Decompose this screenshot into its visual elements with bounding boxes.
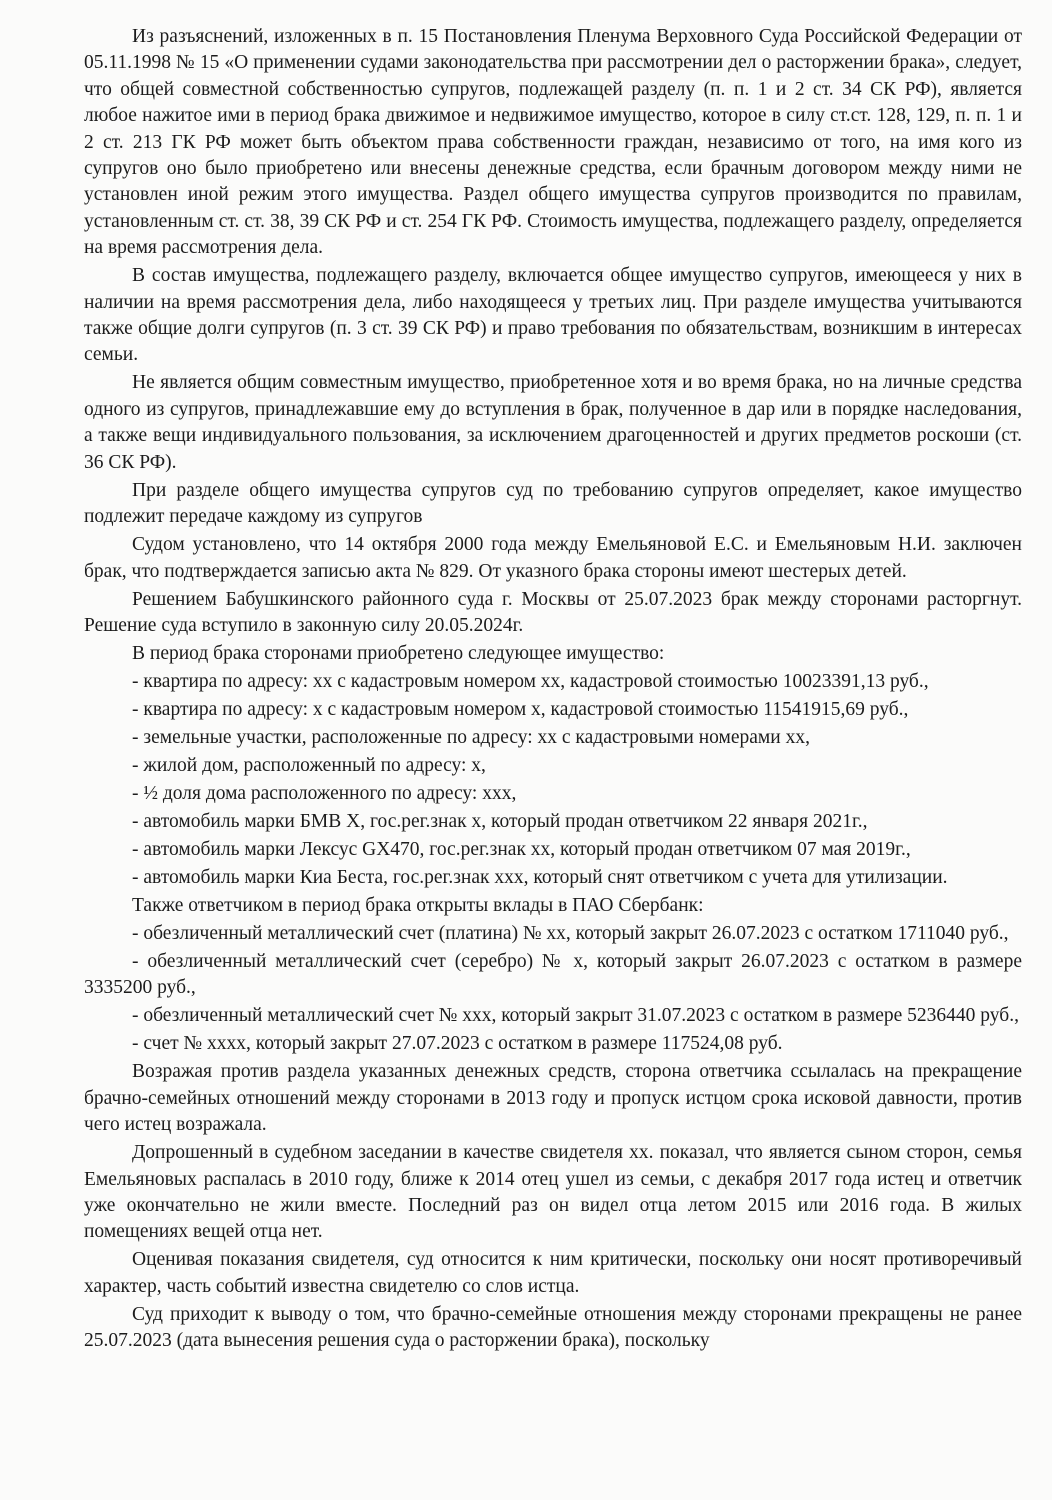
paragraph-defendant-objection: Возражая против раздела указанных денежных средств, сторона ответчика ссылалась на прекращение брачно-семейных отношений между сторонами в 2013 году и пропуск истцом срока исковой давности, против чего истец возражала. bbox=[84, 1061, 1022, 1136]
paragraph-marriage-established: Судом установлено, что 14 октября 2000 года между Емельяновой Е.С. и Емельяновым Н.И. заключен брак, что подтверждается записью акта № 829. От указного брака стороны имеют шестерых детей. bbox=[84, 534, 1022, 582]
list-item: - обезличенный металлический счет (серебро) № х, который закрыт 26.07.2023 с остатком в размере 3335200 руб., bbox=[84, 950, 1022, 999]
paragraph-court-determines: При разделе общего имущества супругов суд по требованию супругов определяет, какое имущество подлежит передаче каждому из супругов bbox=[84, 479, 1022, 528]
paragraph-divorce-decision: Решением Бабушкинского районного суда г. Москвы от 25.07.2023 брак между сторонами расторгнут. Решение суда вступило в законную силу 20.05.2024г. bbox=[84, 588, 1022, 636]
list-item: - автомобиль марки Киа Беста, гос.рег.знак ххх, который снят ответчиком с учета для утилизации. bbox=[132, 866, 948, 888]
list-item: - обезличенный металлический счет (платина) № хх, который закрыт 26.07.2023 с остатком 1711040 руб., bbox=[132, 922, 1009, 944]
property-list bbox=[84, 669, 1022, 891]
list-item: - земельные участки, расположенные по адресу: хх с кадастровыми номерами хх, bbox=[132, 726, 810, 748]
list-item: - счет № хххх, который закрыт 27.07.2023 с остатком в размере 117524,08 руб. bbox=[132, 1033, 783, 1055]
deposit-list bbox=[84, 921, 1022, 1058]
list-item: - квартира по адресу: х с кадастровым номером х, кадастровой стоимостью 11541915,69 руб., bbox=[132, 698, 909, 720]
paragraph-deposits-intro: Также ответчиком в период брака открыты вклады в ПАО Сбербанк: bbox=[132, 894, 704, 916]
list-item: - обезличенный металлический счет № ххх, который закрыт 31.07.2023 с остатком в размере 5236440 руб., bbox=[132, 1005, 1019, 1027]
list-item: - квартира по адресу: хх с кадастровым номером хх, кадастровой стоимостью 10023391,13 руб., bbox=[132, 670, 929, 692]
list-item: - автомобиль марки Лексус GX470, гос.рег.знак хх, который продан ответчиком 07 мая 2019г., bbox=[132, 838, 911, 860]
paragraph-property-composition: В состав имущества, подлежащего разделу, включается общее имущество супругов, имеющееся у них в наличии на время рассмотрения дела, либо находящееся у третьих лиц. При разделе имущества учитываются также общие долги супругов (п. 3 ст. 39 СК РФ) и право требования по обязательствам, возникшим в интересах семьи. bbox=[84, 265, 1022, 366]
paragraph-property-acquired: В период брака сторонами приобретено следующее имущество: bbox=[132, 642, 665, 664]
paragraph-witness-testimony: Допрошенный в судебном заседании в качестве свидетеля хх. показал, что является сыном сторон, семья Емельяновых распалась в 2010 году, ближе к 2014 отец ушел из семьи, с декабря 2017 года истец и ответчик уже окончательно не жили вместе. Последний раз он видел отца летом 2015 или 2016 года. В жилых помещениях вещей отца нет. bbox=[84, 1142, 1022, 1243]
list-item: - автомобиль марки БМВ Х, гос.рег.знак х, который продан ответчиком 22 января 2021г., bbox=[132, 810, 868, 832]
list-item: - жилой дом, расположенный по адресу: х, bbox=[132, 754, 486, 776]
paragraph-testimony-assessment: Оценивая показания свидетеля, суд относится к ним критически, поскольку они носят противоречивый характер, часть событий известна свидетелю со слов истца. bbox=[84, 1249, 1022, 1297]
list-item: - ½ доля дома расположенного по адресу: ххх, bbox=[132, 782, 517, 804]
paragraph-court-conclusion: Суд приходит к выводу о том, что брачно-семейные отношения между сторонами прекращены не ранее 25.07.2023 (дата вынесения решения суда о расторжении брака), поскольку bbox=[84, 1303, 1022, 1352]
paragraph-marriage-property-law: Из разъяснений, изложенных в п. 15 Постановления Пленума Верховного Суда Российской Федерации от 05.11.1998 № 15 «О применении судами законодательства при рассмотрении дел о расторжении брака», следует, что общей совместной собственностью супругов, подлежащей разделу (п. п. 1 и 2 ст. 34 СК РФ), является любое нажитое ими в период брака движимое и недвижимое имущество, которое в силу ст.ст. 128, 129, п. п. 1 и 2 ст. 213 ГК РФ может быть объектом права собственности граждан, независимо от того, на имя кого из супругов оно было приобретено или внесены денежные средства, если брачным договором между ними не установлен иной режим этого имущества. Раздел общего имущества супругов производится по правилам, установленным ст. ст. 38, 39 СК РФ и ст. 254 ГК РФ. Стоимость имущества, подлежащего разделу, определяется на время рассмотрения дела. bbox=[84, 26, 1022, 259]
paragraph-non-common-property: Не является общим совместным имущество, приобретенное хотя и во время брака, но на личные средства одного из супругов, принадлежавшие ему до вступления в брак, полученное в дар или в порядке наследования, а также вещи индивидуального пользования, за исключением драгоценностей и других предметов роскоши (ст. 36 СК РФ). bbox=[84, 372, 1022, 473]
